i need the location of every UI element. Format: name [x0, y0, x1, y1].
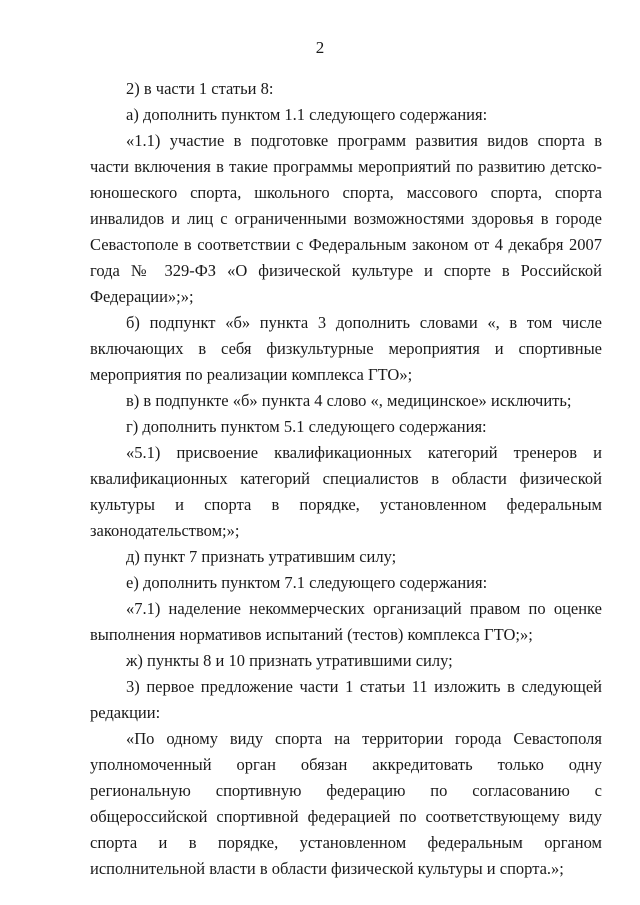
- paragraph-subitem-zh: ж) пункты 8 и 10 признать утратившими силу;: [126, 651, 453, 670]
- paragraph-subitem-b: б) подпункт «б» пункта 3 дополнить словами «, в том числе включающих в себя физкультурные мероприятия и спортивные мероприятия по реализации комплекса ГТО»;: [90, 313, 602, 384]
- page-number: 2: [315, 38, 325, 57]
- paragraph-quote-5-1: «5.1) присвоение квалификационных категорий тренеров и квалификационных категорий специалистов в области физической культуры и спорта в порядке, установленном федеральным законодательством;»;: [90, 443, 602, 540]
- document-body: [90, 76, 602, 882]
- paragraph-subitem-e: е) дополнить пунктом 7.1 следующего содержания:: [126, 573, 488, 592]
- paragraph-quote-1-1: «1.1) участие в подготовке программ развития видов спорта в части включения в такие программы мероприятий по развитию детско-юношеского спорта, школьного спорта, массового спорта, спорта инвалидов и лиц с ограниченными возможностями здоровья в городе Севастополе в соответствии с Федеральным законом от 4 декабря 2007 года № 329-ФЗ «О физической культуре и спорте в Российской Федерации»;»;: [90, 131, 602, 306]
- paragraph-item-3: 3) первое предложение части 1 статьи 11 изложить в следующей редакции:: [90, 677, 602, 722]
- paragraph-subitem-g: г) дополнить пунктом 5.1 следующего содержания:: [126, 417, 487, 436]
- paragraph-subitem-d: д) пункт 7 признать утратившим силу;: [126, 547, 397, 566]
- paragraph-subitem-a: а) дополнить пунктом 1.1 следующего содержания:: [126, 105, 488, 124]
- paragraph-item-2: 2) в части 1 статьи 8:: [126, 79, 274, 98]
- paragraph-subitem-v: в) в подпункте «б» пункта 4 слово «, медицинское» исключить;: [126, 391, 572, 410]
- paragraph-quote-article-11: «По одному виду спорта на территории города Севастополя уполномоченный орган обязан аккредитовать только одну региональную спортивную федерацию по согласованию с общероссийской спортивной федерацией по соответствующему виду спорта и в порядке, установленном федеральным органом исполнительной власти в области физической культуры и спорта.»;: [90, 729, 602, 878]
- paragraph-quote-7-1: «7.1) наделение некоммерческих организаций правом по оценке выполнения нормативов испытаний (тестов) комплекса ГТО;»;: [90, 599, 602, 644]
